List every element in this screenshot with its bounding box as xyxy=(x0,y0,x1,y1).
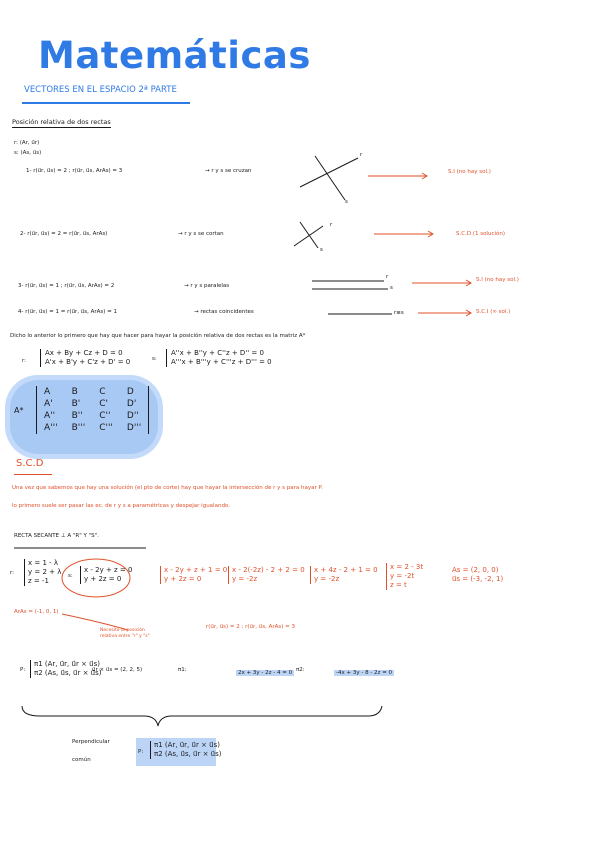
secant-arar: ArAs = (-1, 0, 1) xyxy=(14,609,59,615)
matrix-cell: D''' xyxy=(126,423,142,433)
eq-r-label: r: xyxy=(22,358,27,364)
case-3-solution: S.I (no hay sol.) xyxy=(476,277,519,283)
matrix-cell: B''' xyxy=(71,423,86,433)
case-2-solution: S.C.D (1 solución) xyxy=(456,231,505,237)
secant-step-3-line-2: y = -2z xyxy=(314,575,340,583)
matrix-cell: C'' xyxy=(99,411,111,421)
perp-p-label: P: xyxy=(138,749,144,755)
secant-note: Necesito la posición relativa entre "r" y "s" xyxy=(100,628,150,639)
secant-step-4 xyxy=(386,563,423,590)
matrix-cell: B xyxy=(71,387,78,397)
eq-s-line-2: A'''x + B'''y + C'''z + D''' = 0 xyxy=(171,358,272,366)
eq-s-system xyxy=(166,349,272,367)
eq-r-line-1: Ax + By + Cz + D = 0 xyxy=(45,349,123,357)
case-2-label-s: s xyxy=(320,247,323,253)
matrix-cell: C' xyxy=(99,399,108,409)
planes-system xyxy=(30,660,102,678)
case-2-condition: 2- r(u⃗r, u⃗s) = 2 = r(u⃗r, u⃗s, ArAs) xyxy=(20,231,108,237)
case-2-line-a xyxy=(294,226,323,246)
matrix-cell: A' xyxy=(44,399,53,409)
case-4-solution: S.C.I (∞ sol.) xyxy=(476,309,511,315)
case-4-label-rs: r≡s xyxy=(394,310,404,316)
perp-planes xyxy=(150,741,222,759)
case-4-condition: 4- r(u⃗r, u⃗s) = 1 = r(u⃗r, u⃗s, ArAs) = 1 xyxy=(18,309,117,315)
eq-r-line-2: A'x + B'y + C'z + D' = 0 xyxy=(45,358,131,366)
scd-heading: S.C.D xyxy=(16,458,44,469)
case-2-label-r: r xyxy=(330,222,333,228)
equations-intro: Dicho lo anterior lo primero que hay que hacer para hayar la posición relativa de dos rectas es la matriz A* xyxy=(10,333,306,339)
scd-underline xyxy=(14,474,52,475)
matrix-cell: C xyxy=(99,387,106,397)
perp-label-2: común xyxy=(72,757,91,763)
secant-step-3-line-1: x + 4z - 2 + 1 = 0 xyxy=(314,566,378,574)
secant-r-label: r: xyxy=(10,570,15,576)
eq-s-line-1: A''x + B''y + C''z + D'' = 0 xyxy=(171,349,264,357)
case-4-result-text: rectas coincidentes xyxy=(200,309,254,315)
matrix-cell: B' xyxy=(71,399,81,409)
secant-s-implicit xyxy=(80,566,132,584)
page-subtitle: VECTORES EN EL ESPACIO 2ª PARTE xyxy=(24,85,177,95)
scd-line-1: Una vez que sabemos que hay una solución (el pto de corte) hay que hayar la intersección de r y s para hayar P. xyxy=(12,485,323,491)
secant-s-eq-1: x - 2y + z = 0 xyxy=(84,566,133,574)
perp-plane-2: π2 (As, u⃗s, u⃗r × u⃗s) xyxy=(154,750,222,758)
secant-heading: RECTA SECANTE ⊥ A "R" Y "S". xyxy=(14,533,99,539)
matrix-cell: A xyxy=(44,387,51,397)
matrix-cell: D xyxy=(126,387,134,397)
secant-s-eq-2: y + 2z = 0 xyxy=(84,575,122,583)
case-3-label-r: r xyxy=(386,274,389,280)
eq-r-system xyxy=(40,349,130,367)
matrix-label: A* xyxy=(14,406,24,415)
plane-2: π2 (As, u⃗s, u⃗r × u⃗s) xyxy=(34,669,102,677)
secant-point-us: u⃗s = (-3, -2, 1) xyxy=(452,575,504,583)
secant-step-2-line-2: y = -2z xyxy=(232,575,258,583)
case-3-result: → r y s paralelas xyxy=(184,283,230,289)
secant-step-2 xyxy=(228,566,305,584)
matrix-a-star xyxy=(36,386,149,434)
case-3-label-s: s xyxy=(390,285,393,291)
secant-points xyxy=(452,566,503,584)
matrix-cell: C''' xyxy=(99,423,113,433)
matrix-cell: A'' xyxy=(44,411,56,421)
secant-step-1 xyxy=(160,566,227,584)
eq-s-label: s: xyxy=(152,356,157,362)
secant-rank-note: r(u⃗r, u⃗s) = 2 ; r(u⃗r, u⃗s, ArAs) = 3 xyxy=(206,624,296,630)
secant-step-4-line-1: x = 2 - 3t xyxy=(390,563,424,571)
case-1-solution: S.I (no hay sol.) xyxy=(448,169,491,175)
secant-r-param-z: z = -1 xyxy=(28,577,49,585)
case-1-label-r: r xyxy=(360,152,363,158)
secant-r-param-y: y = 2 + λ xyxy=(28,568,62,576)
pi1-equation: 2x + 3y - 2z - 4 = 0 xyxy=(238,670,293,676)
cross-product: u⃗r × u⃗s = (2, 2, 5) xyxy=(92,667,143,673)
case-2-line-b xyxy=(300,222,318,248)
secant-step-4-line-2: y = -2t xyxy=(390,572,415,580)
matrix-cell: D' xyxy=(126,399,137,409)
pi1-label: π1: xyxy=(178,667,187,673)
pi2-label: π2: xyxy=(296,667,305,673)
matrix-cell: B'' xyxy=(71,411,83,421)
secant-r-param xyxy=(24,559,61,586)
secant-step-3 xyxy=(310,566,378,584)
case-1-condition: 1- r(u⃗r, u⃗s) = 2 ; r(u⃗r, u⃗s, ArAs) = 3 xyxy=(26,168,123,174)
pi2-equation: -4x + 3y - 8 - 2z = 0 xyxy=(336,670,393,676)
matrix-cell: D'' xyxy=(126,411,139,421)
perp-plane-1: π1 (Ar, u⃗r, u⃗r × u⃗s) xyxy=(154,741,220,749)
case-2-result-text: r y s se cortan xyxy=(184,231,224,237)
case-1-line-b xyxy=(300,158,358,187)
case-1-label-s: s xyxy=(345,199,348,205)
def-s: s: (As, u⃗s) xyxy=(14,150,42,156)
secant-s-label: s: xyxy=(68,573,73,579)
scd-line-2: lo primero suele ser pasar las ec. de r y s a paramétricas y despejar igualando. xyxy=(12,503,230,509)
case-3-condition: 3- r(u⃗r, u⃗s) = 1 ; r(u⃗r, u⃗s, ArAs) = 2 xyxy=(18,283,115,289)
matrix-cell: A''' xyxy=(44,423,58,433)
matrix-row xyxy=(37,398,149,410)
plane-1: π1 (Ar, u⃗r, u⃗r × u⃗s) xyxy=(34,660,100,668)
secant-step-1-line-2: y + 2z = 0 xyxy=(164,575,202,583)
perp-label-1: Perpendicular xyxy=(72,739,110,745)
case-4-result: → rectas coincidentes xyxy=(194,309,254,315)
secant-r-param-x: x = 1 - λ xyxy=(28,559,59,567)
secant-point-as: As = (2, 0, 0) xyxy=(452,566,499,574)
matrix-row xyxy=(37,386,149,398)
planes-prefix: P: xyxy=(20,667,26,673)
case-1-result: → r y s se cruzan xyxy=(205,168,252,174)
big-brace xyxy=(22,706,382,726)
secant-step-4-line-3: z = t xyxy=(390,581,407,589)
case-3-result-text: r y s paralelas xyxy=(190,283,230,289)
matrix-row xyxy=(37,422,149,434)
case-1-line-a xyxy=(315,156,345,200)
secant-step-2-line-1: x - 2(-2z) - 2 + 2 = 0 xyxy=(232,566,305,574)
case-1-result-text: r y s se cruzan xyxy=(211,168,252,174)
def-r: r: (Ar, u⃗r) xyxy=(14,140,40,146)
secant-step-1-line-1: x - 2y + z + 1 = 0 xyxy=(164,566,228,574)
matrix-row xyxy=(37,410,149,422)
page-title: Matemáticas xyxy=(38,34,311,77)
section-heading-relative: Posición relativa de dos rectas xyxy=(12,118,111,126)
case-2-result: → r y s se cortan xyxy=(178,231,224,237)
